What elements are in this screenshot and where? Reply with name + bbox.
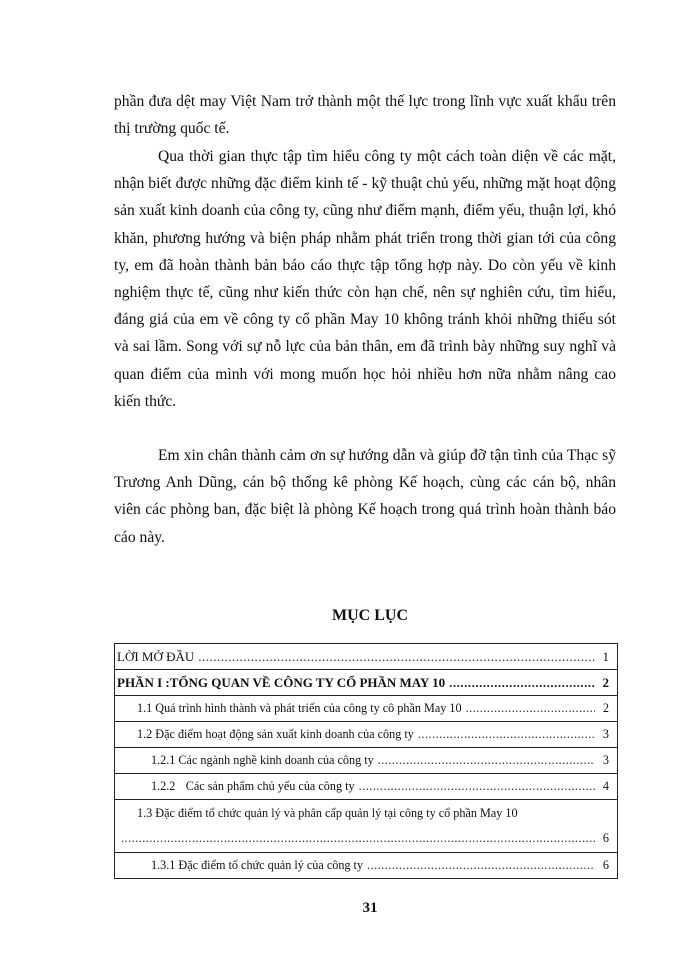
toc-entry-page: 2: [602, 701, 609, 715]
toc-entry-page: 1: [602, 648, 609, 664]
toc-entry-1-3-1[interactable]: [115, 853, 618, 879]
toc-entry-title: 1.3.1 Đặc điểm tổ chức quản lý của công ty: [151, 858, 364, 872]
toc-leader-dots: [449, 675, 595, 691]
toc-leader-dots: [466, 701, 595, 716]
table-of-contents: [114, 643, 618, 879]
toc-leader-dots: [367, 858, 595, 873]
paragraph-internship-summary: Qua thời gian thực tập tìm hiểu công ty một cách toàn diện về các mặt, nhận biết được những đặc điểm kinh tế - kỹ thuật chủ yếu, những mặt hoạt động sản xuất kinh doanh của công ty, cũng như điểm mạnh, điểm yếu, thuận lợi, khó khăn, phương hướng và biện pháp nhằm phát triển trong thời gian tới của công ty, em đã hoàn thành bản báo cáo thực tập tổng hợp này. Do còn yếu về kinh nghiệm thực tế, cũng như kiến thức còn hạn chế, nên sự nghiên cứu, tìm hiểu, đáng giá của em về công ty cổ phần May 10 không tránh khỏi những thiếu sót và sai lầm. Song với sự nỗ lực của bản thân, em đã trình bày những suy nghĩ và quan điểm của mình với mong muốn học hỏi nhiều hơn nữa nhằm nâng cao kiến thức.: [114, 148, 616, 410]
toc-entry-page: 4: [602, 779, 609, 793]
toc-entry-title: 1.1 Quá trình hình thành và phát triển của công ty cô phần May 10: [137, 701, 462, 715]
paragraph-intro-continuation: phần đưa dệt may Việt Nam trở thành một thế lực trong lĩnh vực xuất khẩu trên thị trường quốc tế.: [114, 93, 616, 138]
paragraph-acknowledgement: Em xin chân thành cảm ơn sự hướng dẫn và giúp đỡ tận tình của Thạc sỹ Trương Anh Dũng, cán bộ thống kê phòng Kế hoạch, cùng các cán bộ, nhân viên các phòng ban, đặc biệt là phòng Kế hoạch trong quá trình hoàn thành báo cáo này.: [114, 447, 616, 546]
toc-entry-page: 6: [602, 858, 609, 872]
toc-entry-title: PHẦN I :TỔNG QUAN VỀ CÔNG TY CỔ PHẦN MAY 10: [117, 674, 446, 690]
toc-entry-page: 3: [602, 727, 609, 741]
toc-entry-1-3[interactable]: [115, 800, 618, 853]
toc-entry-page: 2: [602, 674, 609, 690]
toc-entry-1-2[interactable]: [115, 722, 618, 748]
toc-leader-dots: [359, 779, 595, 794]
toc-entry-title: 1.2.1 Các ngành nghề kinh doanh của công ty: [151, 753, 374, 767]
toc-table: [114, 643, 618, 879]
toc-entry-intro[interactable]: [115, 644, 618, 670]
toc-leader-dots: [198, 649, 595, 665]
toc-entry-page: 6: [602, 830, 609, 845]
toc-entry-part-1[interactable]: [115, 670, 618, 696]
toc-entry-title: LỜI MỞ ĐẦU: [117, 648, 195, 664]
toc-entry-number: 1.2.2: [151, 779, 176, 793]
toc-entry-1-2-1[interactable]: [115, 748, 618, 774]
toc-entry-1-2-2[interactable]: [115, 774, 618, 800]
toc-leader-dots: [378, 753, 595, 768]
toc-leader-dots: [121, 831, 595, 846]
page-number: 31: [362, 900, 378, 916]
toc-heading: MỤC LỤC: [332, 607, 408, 624]
toc-entry-title: 1.2 Đặc điểm hoạt động sản xuất kinh doanh của công ty: [137, 727, 414, 741]
toc-entry-title: 1.3 Đặc điểm tổ chức quản lý và phân cấp quản lý tại công ty cổ phần May 10: [137, 805, 518, 820]
toc-leader-dots: [418, 727, 595, 742]
toc-entry-page: 3: [602, 753, 609, 767]
toc-entry-1-1[interactable]: [115, 696, 618, 722]
toc-entry-title: Các sản phẩm chủ yếu của công ty: [185, 779, 355, 793]
